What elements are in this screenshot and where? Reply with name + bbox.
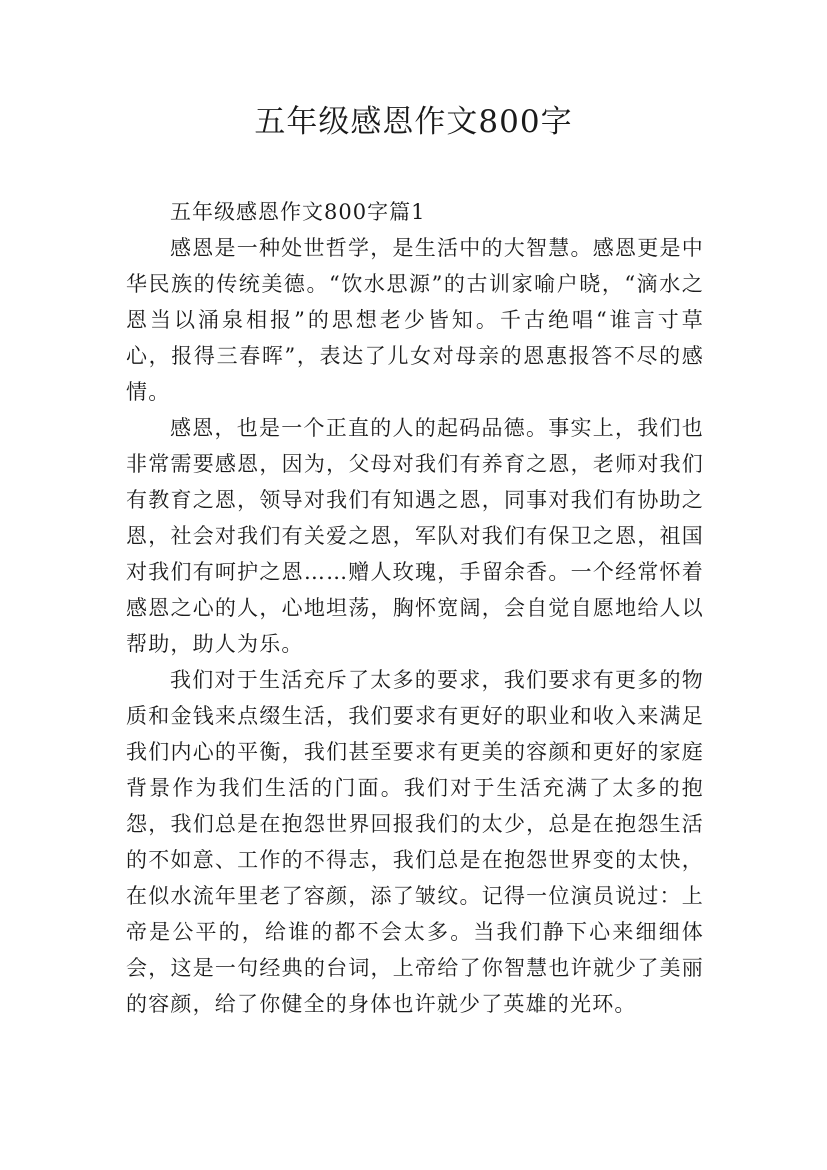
document-title: 五年级感恩作文800字 (254, 104, 573, 140)
paragraph-1: 感恩是一种处世哲学，是生活中的大智慧。感恩更是中华民族的传统美德。“饮水思源”的古训家喻户晓，“滴水之恩当以涌泉相报”的思想老少皆知。千古绝唱“谁言寸草心，报得三春晖”，表达了儿女对母亲的恩惠报答不尽的感情。 (126, 236, 704, 404)
document-body (126, 194, 704, 1022)
section-heading: 五年级感恩作文800字篇1 (170, 200, 426, 224)
paragraph-2: 感恩，也是一个正直的人的起码品德。事实上，我们也非常需要感恩，因为，父母对我们有养育之恩，老师对我们有教育之恩，领导对我们有知遇之恩，同事对我们有协助之恩，社会对我们有关爱之恩，军队对我们有保卫之恩，祖国对我们有呵护之恩……赠人玫瑰，手留余香。一个经常怀着感恩之心的人，心地坦荡，胸怀宽阔，会自觉自愿地给人以帮助，助人为乐。 (126, 416, 704, 656)
paragraph-3: 我们对于生活充斥了太多的要求，我们要求有更多的物质和金钱来点缀生活，我们要求有更好的职业和收入来满足我们内心的平衡，我们甚至要求有更美的容颜和更好的家庭背景作为我们生活的门面。我们对于生活充满了太多的抱怨，我们总是在抱怨世界回报我们的太少，总是在抱怨生活的不如意、工作的不得志，我们总是在抱怨世界变的太快，在似水流年里老了容颜，添了皱纹。记得一位演员说过：上帝是公平的，给谁的都不会太多。当我们静下心来细细体会，这是一句经典的台词，上帝给了你智慧也许就少了美丽的容颜，给了你健全的身体也许就少了英雄的光环。 (126, 668, 704, 1016)
